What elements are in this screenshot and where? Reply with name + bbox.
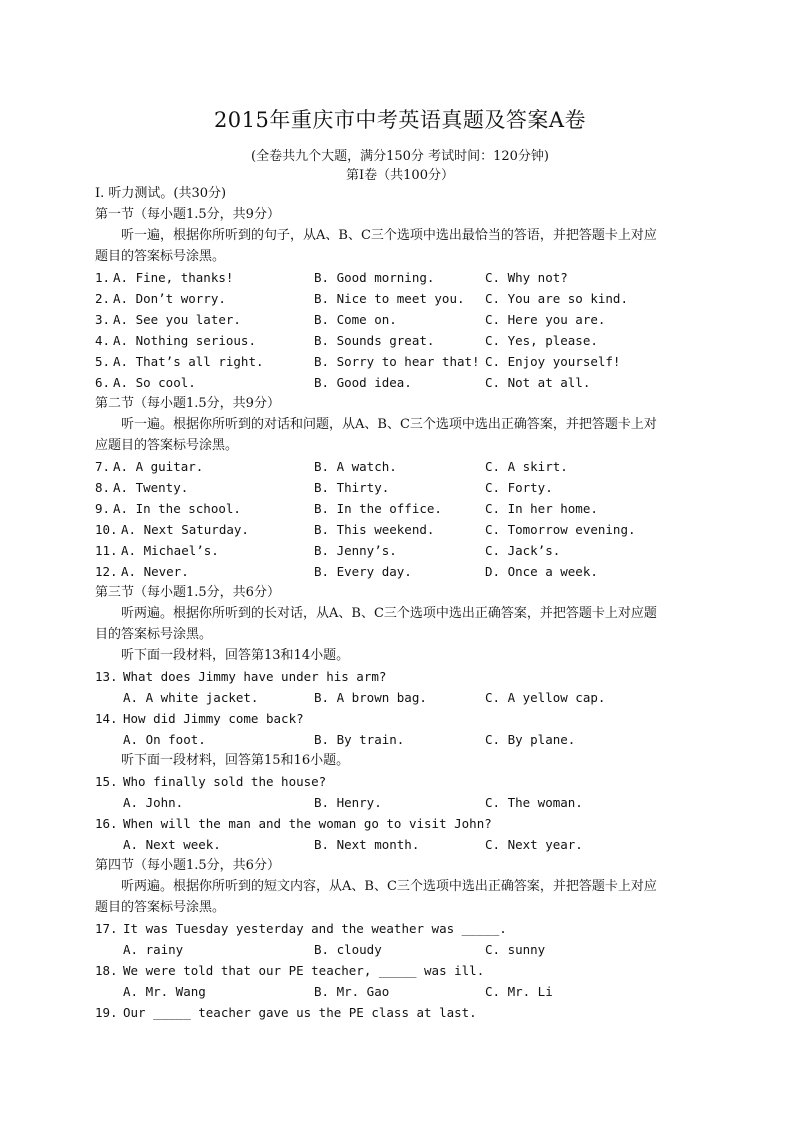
question-row (95, 351, 715, 372)
option-c: C. Enjoy yourself! (485, 354, 621, 369)
option-b: B. Next month. (314, 837, 420, 852)
question-row (95, 267, 715, 288)
exam-info: (全卷共九个大题，满分150分 考试时间：120分钟) (251, 149, 549, 164)
question-row (95, 729, 715, 750)
question-row (95, 981, 715, 1002)
question-number: 6. (95, 375, 111, 390)
question-number: 5. (95, 354, 111, 369)
option-b: B. cloudy (314, 942, 382, 957)
question-number: 12. (95, 564, 118, 579)
option-b: B. A watch. (314, 459, 397, 474)
section-heading: 第二节（每小题1.5分，共9分） (95, 396, 280, 411)
option-c: C. Not at all. (485, 375, 591, 390)
question-row (95, 477, 715, 498)
option-a: A. So cool. (113, 375, 196, 390)
option-c: C. Forty. (485, 480, 553, 495)
option-b: B. Henry. (314, 795, 382, 810)
question-row (95, 561, 715, 582)
instruction: 听一遍，根据你所听到的句子，从A、B、C三个选项中选出最恰当的答语，并把答题卡上对应 (121, 228, 657, 243)
question-row (95, 330, 715, 351)
question-number: 16. (95, 816, 118, 831)
option-a: A. Nothing serious. (113, 333, 256, 348)
option-c: C. A skirt. (485, 459, 568, 474)
question-stem (95, 666, 715, 687)
question-number: 2. (95, 291, 111, 306)
question-number: 17. (95, 921, 118, 936)
question-number: 1. (95, 270, 111, 285)
option-a: A. Next Saturday. (121, 522, 249, 537)
material-note: 听下面一段材料，回答第13和14小题。 (121, 648, 350, 663)
option-a: A. A guitar. (113, 459, 204, 474)
question-row (95, 288, 715, 309)
question-number: 13. (95, 669, 118, 684)
part-heading: I. 听力测试。(共30分) (95, 186, 227, 201)
option-b: B. In the office. (314, 501, 442, 516)
option-b: B. Mr. Gao (314, 984, 390, 999)
instruction: 听两遍。根据你所听到的长对话，从A、B、C三个选项中选出正确答案，并把答题卡上对应题 (121, 606, 657, 621)
question-stem (95, 960, 715, 981)
option-c: C. Tomorrow evening. (485, 522, 636, 537)
instruction: 题目的答案标号涂黑。 (95, 249, 226, 264)
option-a: A. Twenty. (113, 480, 189, 495)
exam-content (95, 183, 715, 1023)
page-title: 2015年重庆市中考英语真题及答案A卷 (213, 108, 587, 132)
question-stem (95, 1002, 715, 1023)
instruction: 听两遍。根据你所听到的短文内容，从A、B、C三个选项中选出正确答案，并把答题卡上对应 (121, 879, 657, 894)
option-c: C. Why not? (485, 270, 568, 285)
instruction: 目的答案标号涂黑。 (95, 627, 213, 642)
option-c: C. You are so kind. (485, 291, 628, 306)
section-heading: 第三节（每小题1.5分，共6分） (95, 585, 280, 600)
option-b: B. By train. (314, 732, 405, 747)
question-number: 11. (95, 543, 118, 558)
question-number: 9. (95, 501, 111, 516)
option-c: C. Jack’s. (485, 543, 561, 558)
option-c: C. In her home. (485, 501, 598, 516)
question-number: 8. (95, 480, 111, 495)
stem-text: How did Jimmy come back? (123, 711, 304, 726)
stem-text: It was Tuesday yesterday and the weather was _____. (123, 921, 507, 936)
option-a: A. Mr. Wang (123, 984, 206, 999)
question-stem (95, 813, 715, 834)
option-a: A. Next week. (123, 837, 221, 852)
instruction: 应题目的答案标号涂黑。 (95, 438, 239, 453)
instruction: 题目的答案标号涂黑。 (95, 900, 226, 915)
option-b: B. Nice to meet you. (314, 291, 465, 306)
question-number: 19. (95, 1005, 118, 1020)
question-number: 15. (95, 774, 118, 789)
option-b: B. This weekend. (314, 522, 435, 537)
option-a: A. See you later. (113, 312, 241, 327)
option-c: C. The woman. (485, 795, 583, 810)
option-b: B. Sorry to hear that! (314, 354, 480, 369)
option-b: B. Every day. (314, 564, 412, 579)
option-b: B. Jenny’s. (314, 543, 397, 558)
question-stem (95, 771, 715, 792)
option-a: A. That’s all right. (113, 354, 264, 369)
question-row (95, 540, 715, 561)
option-c: C. Yes, please. (485, 333, 598, 348)
stem-text: Who finally sold the house? (123, 774, 327, 789)
question-row (95, 687, 715, 708)
question-row (95, 372, 715, 393)
option-a: A. Don’t worry. (113, 291, 226, 306)
question-row (95, 834, 715, 855)
option-c: C. By plane. (485, 732, 576, 747)
question-row (95, 519, 715, 540)
question-number: 3. (95, 312, 111, 327)
question-number: 7. (95, 459, 111, 474)
section-heading: 第一节（每小题1.5分，共9分） (95, 207, 280, 222)
stem-text: Our _____ teacher gave us the PE class at last. (123, 1005, 477, 1020)
option-a: A. On foot. (123, 732, 206, 747)
question-number: 18. (95, 963, 118, 978)
option-b: B. Sounds great. (314, 333, 435, 348)
option-c: C. Next year. (485, 837, 583, 852)
option-c: C. A yellow cap. (485, 690, 606, 705)
question-number: 14. (95, 711, 118, 726)
option-b: B. A brown bag. (314, 690, 427, 705)
stem-text: We were told that our PE teacher, _____ was ill. (123, 963, 485, 978)
stem-text: What does Jimmy have under his arm? (123, 669, 387, 684)
option-b: B. Come on. (314, 312, 397, 327)
option-a: A. A white jacket. (123, 690, 259, 705)
question-row (95, 309, 715, 330)
question-number: 4. (95, 333, 111, 348)
question-row (95, 939, 715, 960)
question-row (95, 498, 715, 519)
question-stem (95, 918, 715, 939)
question-row (95, 792, 715, 813)
option-a: A. Fine, thanks! (113, 270, 234, 285)
instruction: 听一遍。根据你所听到的对话和问题，从A、B、C三个选项中选出正确答案，并把答题卡上对 (121, 417, 657, 432)
option-a: A. rainy (123, 942, 184, 957)
option-a: A. John. (123, 795, 184, 810)
stem-text: When will the man and the woman go to visit John? (123, 816, 492, 831)
question-number: 10. (95, 522, 118, 537)
option-a: A. Michael’s. (121, 543, 219, 558)
volume-heading: 第I卷（共100分） (346, 168, 454, 183)
material-note: 听下面一段材料，回答第15和16小题。 (121, 753, 350, 768)
section-heading: 第四节（每小题1.5分，共6分） (95, 858, 280, 873)
option-a: A. In the school. (113, 501, 241, 516)
option-b: B. Thirty. (314, 480, 390, 495)
question-stem (95, 708, 715, 729)
option-c: C. Mr. Li (485, 984, 553, 999)
question-row (95, 456, 715, 477)
option-c: D. Once a week. (485, 564, 598, 579)
option-c: C. Here you are. (485, 312, 606, 327)
option-c: C. sunny (485, 942, 546, 957)
option-b: B. Good idea. (314, 375, 412, 390)
option-a: A. Never. (121, 564, 189, 579)
option-b: B. Good morning. (314, 270, 435, 285)
